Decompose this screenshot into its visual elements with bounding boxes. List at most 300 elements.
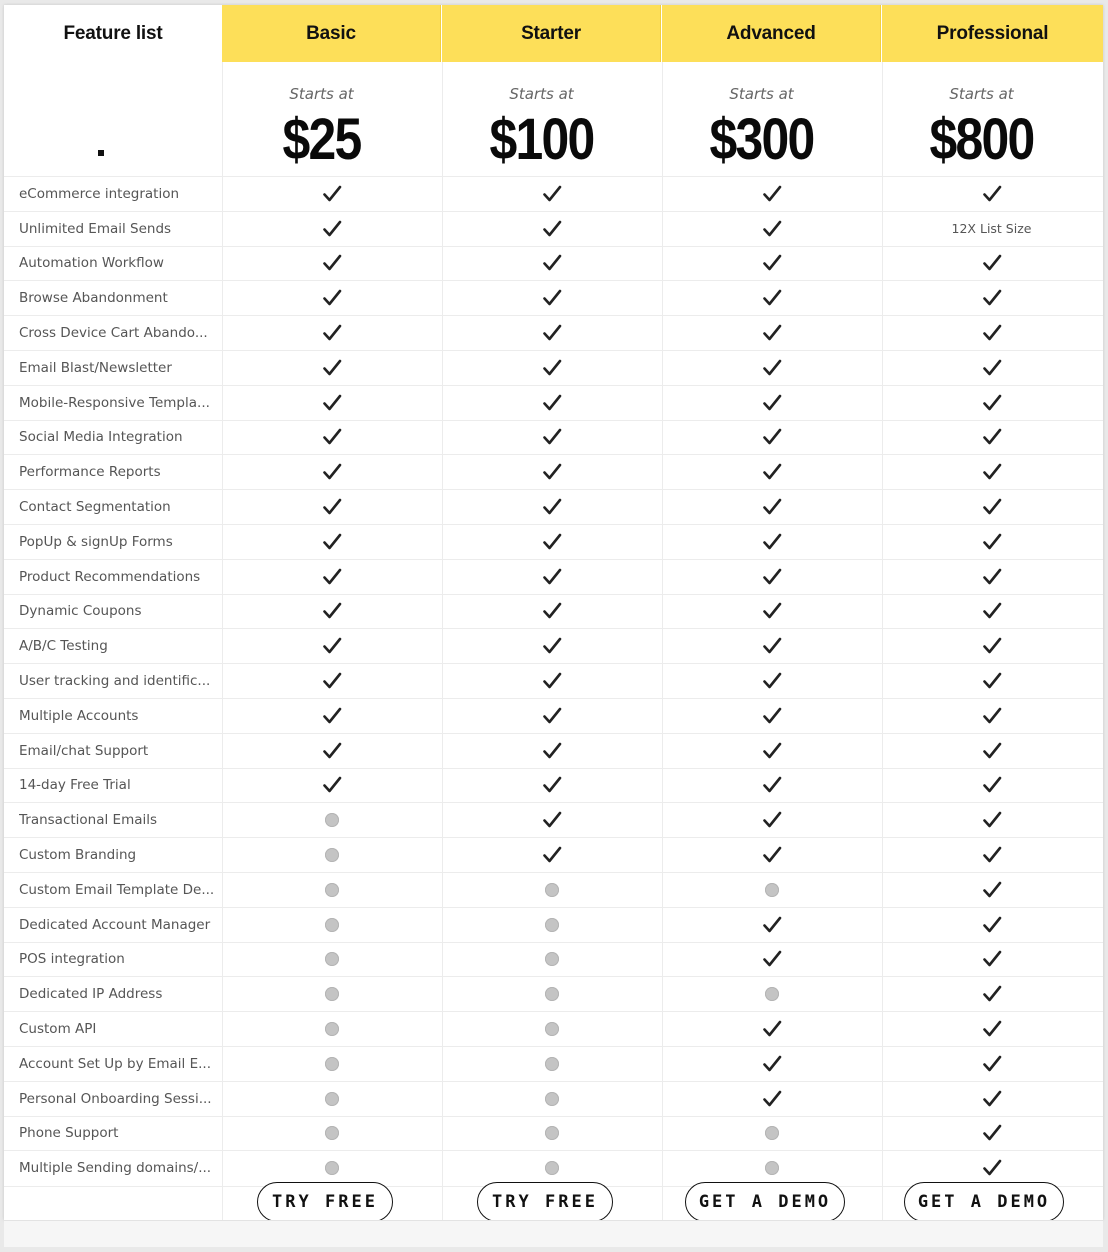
checkmark-icon <box>542 462 562 482</box>
checkmark-icon <box>542 497 562 517</box>
feature-cell-basic <box>222 803 441 837</box>
feature-cell-starter <box>442 734 661 768</box>
checkmark-icon <box>762 358 782 378</box>
feature-cell-starter <box>442 873 661 907</box>
checkmark-icon <box>542 567 562 587</box>
feature-cell-text: 12X List Size <box>951 221 1032 237</box>
gray-dot-icon <box>325 918 339 932</box>
checkmark-icon <box>762 532 782 552</box>
feature-cell-professional <box>882 1151 1101 1185</box>
feature-label: Transactional Emails <box>19 812 158 829</box>
feature-cell-professional <box>882 908 1101 942</box>
feature-cell-basic <box>222 734 441 768</box>
gray-dot-icon <box>545 1057 559 1071</box>
feature-cell-advanced <box>662 212 881 246</box>
gray-dot-icon <box>765 1126 779 1140</box>
try-free-button-basic[interactable]: TRY FREE <box>257 1182 393 1222</box>
feature-cell-basic <box>222 525 441 559</box>
feature-cell-basic <box>222 421 441 455</box>
feature-cell-starter <box>442 699 661 733</box>
price-cell-advanced <box>652 62 871 176</box>
feature-cell-advanced <box>662 1117 881 1151</box>
table-row <box>4 594 1103 629</box>
table-row <box>4 1116 1103 1151</box>
checkmark-icon <box>762 671 782 691</box>
gray-dot-icon <box>765 987 779 1001</box>
feature-cell-professional <box>882 1082 1101 1116</box>
checkmark-icon <box>322 567 342 587</box>
checkmark-icon <box>322 184 342 204</box>
feature-label: Custom Branding <box>19 847 137 864</box>
checkmark-icon <box>322 393 342 413</box>
feature-cell-advanced <box>662 281 881 315</box>
feature-cell-professional <box>882 421 1101 455</box>
gray-dot-icon <box>325 848 339 862</box>
gray-dot-icon <box>325 952 339 966</box>
checkmark-icon <box>762 949 782 969</box>
checkmark-icon <box>762 636 782 656</box>
checkmark-icon <box>982 845 1002 865</box>
checkmark-icon <box>762 845 782 865</box>
feature-cell-starter <box>442 490 661 524</box>
get-demo-button-advanced[interactable]: GET A DEMO <box>685 1182 845 1222</box>
checkmark-icon <box>542 393 562 413</box>
plan-header-basic: Basic <box>222 5 441 62</box>
checkmark-icon <box>322 219 342 239</box>
feature-cell-starter <box>442 247 661 281</box>
feature-label: Social Media Integration <box>19 429 183 446</box>
feature-cell-advanced <box>662 316 881 350</box>
feature-cell-professional <box>882 351 1101 385</box>
checkmark-icon <box>542 219 562 239</box>
table-row <box>4 350 1103 385</box>
checkmark-icon <box>322 427 342 447</box>
checkmark-icon <box>982 323 1002 343</box>
feature-cell-starter <box>442 560 661 594</box>
feature-cell-basic <box>222 560 441 594</box>
feature-cell-basic <box>222 316 441 350</box>
feature-label: PopUp & signUp Forms <box>19 533 173 550</box>
checkmark-icon <box>762 288 782 308</box>
feature-cell-advanced <box>662 177 881 211</box>
feature-cell-basic <box>222 595 441 629</box>
gray-dot-icon <box>325 1126 339 1140</box>
checkmark-icon <box>322 706 342 726</box>
feature-cell-professional <box>882 595 1101 629</box>
feature-cell-basic <box>222 177 441 211</box>
feature-cell-professional <box>882 873 1101 907</box>
checkmark-icon <box>982 358 1002 378</box>
feature-label: Custom API <box>19 1021 97 1038</box>
feature-cell-advanced <box>662 560 881 594</box>
feature-cell-professional <box>882 386 1101 420</box>
checkmark-icon <box>982 706 1002 726</box>
feature-cell-basic <box>222 908 441 942</box>
table-row <box>4 663 1103 698</box>
starts-at-label: Starts at <box>729 85 794 103</box>
checkmark-icon <box>762 323 782 343</box>
checkmark-icon <box>322 497 342 517</box>
feature-cell-starter <box>442 1082 661 1116</box>
feature-cell-advanced <box>662 734 881 768</box>
checkmark-icon <box>982 915 1002 935</box>
checkmark-icon <box>762 741 782 761</box>
gray-dot-icon <box>765 883 779 897</box>
checkmark-icon <box>982 532 1002 552</box>
feature-cell-basic <box>222 977 441 1011</box>
table-row <box>4 1046 1103 1081</box>
table-row <box>4 176 1103 211</box>
feature-cell-basic <box>222 1151 441 1185</box>
feature-cell-professional <box>882 943 1101 977</box>
feature-cell-professional <box>882 734 1101 768</box>
feature-cell-advanced <box>662 421 881 455</box>
checkmark-icon <box>542 810 562 830</box>
feature-cell-professional <box>882 699 1101 733</box>
feature-label: Automation Workflow <box>19 255 164 272</box>
checkmark-icon <box>982 393 1002 413</box>
checkmark-icon <box>542 288 562 308</box>
feature-cell-professional <box>882 1012 1101 1046</box>
feature-cell-advanced <box>662 977 881 1011</box>
checkmark-icon <box>762 567 782 587</box>
table-row <box>4 976 1103 1011</box>
pricing-table <box>4 5 1103 1220</box>
table-row <box>4 385 1103 420</box>
checkmark-icon <box>322 462 342 482</box>
feature-cell-starter <box>442 977 661 1011</box>
table-row <box>4 733 1103 768</box>
feature-cell-starter <box>442 1012 661 1046</box>
feature-label: Phone Support <box>19 1125 119 1142</box>
checkmark-icon <box>762 775 782 795</box>
price-cell-starter <box>432 62 651 176</box>
table-row <box>4 454 1103 489</box>
feature-cell-basic <box>222 351 441 385</box>
checkmark-icon <box>982 671 1002 691</box>
feature-label: Custom Email Template De... <box>19 881 215 898</box>
checkmark-icon <box>542 741 562 761</box>
get-demo-button-professional[interactable]: GET A DEMO <box>904 1182 1064 1222</box>
gray-dot-icon <box>545 883 559 897</box>
feature-cell-professional <box>882 769 1101 803</box>
feature-cell-advanced <box>662 943 881 977</box>
feature-cell-starter <box>442 177 661 211</box>
feature-cell-professional <box>882 455 1101 489</box>
gray-dot-icon <box>545 1092 559 1106</box>
checkmark-icon <box>322 741 342 761</box>
feature-label: Account Set Up by Email E... <box>19 1055 211 1072</box>
gray-dot-icon <box>325 883 339 897</box>
feature-cell-basic <box>222 873 441 907</box>
checkmark-icon <box>542 427 562 447</box>
feature-label: Personal Onboarding Sessi... <box>19 1090 212 1107</box>
feature-cell-advanced <box>662 247 881 281</box>
checkmark-icon <box>762 497 782 517</box>
feature-cell-advanced <box>662 629 881 663</box>
feature-cell-advanced <box>662 803 881 837</box>
feature-cell-starter <box>442 629 661 663</box>
feature-cell-professional <box>882 525 1101 559</box>
feature-cell-basic <box>222 1082 441 1116</box>
feature-cell-starter <box>442 316 661 350</box>
plan-header-starter: Starter <box>442 5 661 62</box>
checkmark-icon <box>762 219 782 239</box>
feature-cell-advanced <box>662 1012 881 1046</box>
feature-cell-professional <box>882 977 1101 1011</box>
checkmark-icon <box>762 462 782 482</box>
feature-list-heading: Feature list <box>4 5 222 62</box>
price-starter: $100 <box>489 107 594 172</box>
table-row <box>4 524 1103 559</box>
feature-cell-professional <box>882 664 1101 698</box>
table-row <box>4 1081 1103 1116</box>
feature-cell-professional <box>882 316 1101 350</box>
feature-cell-starter <box>442 664 661 698</box>
feature-label: Contact Segmentation <box>19 499 171 516</box>
checkmark-icon <box>542 184 562 204</box>
footer-strip <box>4 1220 1103 1247</box>
feature-cell-starter <box>442 908 661 942</box>
plan-header-professional: Professional <box>882 5 1103 62</box>
checkmark-icon <box>762 393 782 413</box>
checkmark-icon <box>542 636 562 656</box>
feature-cell-starter <box>442 943 661 977</box>
decorative-dot <box>98 150 104 156</box>
feature-cell-advanced <box>662 769 881 803</box>
feature-label: Email/chat Support <box>19 742 149 759</box>
feature-cell-starter <box>442 803 661 837</box>
checkmark-icon <box>982 949 1002 969</box>
feature-cell-advanced <box>662 351 881 385</box>
feature-cell-advanced <box>662 908 881 942</box>
feature-cell-basic <box>222 247 441 281</box>
feature-cell-professional <box>882 177 1101 211</box>
checkmark-icon <box>322 601 342 621</box>
feature-cell-advanced <box>662 1047 881 1081</box>
checkmark-icon <box>322 288 342 308</box>
checkmark-icon <box>982 1089 1002 1109</box>
gray-dot-icon <box>545 952 559 966</box>
feature-label: Unlimited Email Sends <box>19 220 172 237</box>
feature-cell-professional <box>882 1117 1101 1151</box>
feature-label: Mobile-Responsive Templa... <box>19 394 210 411</box>
checkmark-icon <box>762 1019 782 1039</box>
feature-cell-basic <box>222 281 441 315</box>
gray-dot-icon <box>545 918 559 932</box>
table-row <box>4 489 1103 524</box>
checkmark-icon <box>982 288 1002 308</box>
feature-cell-advanced <box>662 664 881 698</box>
table-row <box>4 942 1103 977</box>
feature-label: Dedicated Account Manager <box>19 916 211 933</box>
checkmark-icon <box>982 880 1002 900</box>
feature-cell-basic <box>222 629 441 663</box>
checkmark-icon <box>982 184 1002 204</box>
table-row <box>4 698 1103 733</box>
checkmark-icon <box>982 1123 1002 1143</box>
feature-label: Dedicated IP Address <box>19 986 163 1003</box>
checkmark-icon <box>542 706 562 726</box>
checkmark-icon <box>982 253 1002 273</box>
feature-cell-professional <box>882 560 1101 594</box>
feature-cell-basic <box>222 1117 441 1151</box>
checkmark-icon <box>322 253 342 273</box>
table-row <box>4 315 1103 350</box>
feature-cell-professional <box>882 490 1101 524</box>
starts-at-label: Starts at <box>509 85 574 103</box>
table-row <box>4 559 1103 594</box>
feature-label: eCommerce integration <box>19 185 180 202</box>
feature-cell-basic <box>222 664 441 698</box>
checkmark-icon <box>762 706 782 726</box>
checkmark-icon <box>982 636 1002 656</box>
checkmark-icon <box>542 845 562 865</box>
feature-cell-basic <box>222 769 441 803</box>
checkmark-icon <box>762 253 782 273</box>
checkmark-icon <box>542 601 562 621</box>
feature-cell-basic <box>222 699 441 733</box>
feature-cell-starter <box>442 1151 661 1185</box>
checkmark-icon <box>982 1019 1002 1039</box>
feature-cell-professional <box>882 281 1101 315</box>
feature-cell-basic <box>222 1047 441 1081</box>
gray-dot-icon <box>325 1022 339 1036</box>
feature-cell-starter <box>442 769 661 803</box>
checkmark-icon <box>542 671 562 691</box>
feature-cell-professional <box>882 247 1101 281</box>
gray-dot-icon <box>325 987 339 1001</box>
checkmark-icon <box>982 497 1002 517</box>
gray-dot-icon <box>545 987 559 1001</box>
checkmark-icon <box>982 462 1002 482</box>
checkmark-icon <box>982 601 1002 621</box>
feature-cell-starter <box>442 1047 661 1081</box>
feature-cell-basic <box>222 212 441 246</box>
feature-label: Email Blast/Newsletter <box>19 359 172 376</box>
checkmark-icon <box>762 1089 782 1109</box>
checkmark-icon <box>762 601 782 621</box>
feature-cell-professional <box>882 629 1101 663</box>
feature-cell-professional <box>882 1047 1101 1081</box>
feature-label: Product Recommendations <box>19 568 201 585</box>
table-row <box>4 246 1103 281</box>
feature-label: Multiple Sending domains/... <box>19 1160 212 1177</box>
checkmark-icon <box>542 532 562 552</box>
gray-dot-icon <box>545 1126 559 1140</box>
table-row <box>4 1150 1103 1185</box>
checkmark-icon <box>542 253 562 273</box>
price-cell-basic <box>212 62 431 176</box>
feature-label: Cross Device Cart Abando... <box>19 325 208 342</box>
feature-cell-advanced <box>662 386 881 420</box>
checkmark-icon <box>322 358 342 378</box>
feature-cell-starter <box>442 421 661 455</box>
checkmark-icon <box>982 984 1002 1004</box>
checkmark-icon <box>762 915 782 935</box>
feature-cell-advanced <box>662 699 881 733</box>
checkmark-icon <box>762 1054 782 1074</box>
feature-label: Dynamic Coupons <box>19 603 142 620</box>
checkmark-icon <box>762 810 782 830</box>
starts-at-label: Starts at <box>289 85 354 103</box>
feature-label: A/B/C Testing <box>19 638 108 655</box>
feature-cell-professional <box>882 212 1101 246</box>
table-row <box>4 837 1103 872</box>
checkmark-icon <box>322 775 342 795</box>
feature-cell-advanced <box>662 838 881 872</box>
feature-cell-advanced <box>662 1151 881 1185</box>
checkmark-icon <box>322 636 342 656</box>
gray-dot-icon <box>545 1022 559 1036</box>
feature-cell-basic <box>222 943 441 977</box>
feature-cell-advanced <box>662 525 881 559</box>
gray-dot-icon <box>325 1161 339 1175</box>
feature-cell-advanced <box>662 595 881 629</box>
checkmark-icon <box>982 1054 1002 1074</box>
feature-cell-professional <box>882 838 1101 872</box>
feature-cell-basic <box>222 455 441 489</box>
checkmark-icon <box>982 775 1002 795</box>
table-row <box>4 872 1103 907</box>
feature-cell-advanced <box>662 455 881 489</box>
feature-cell-starter <box>442 1117 661 1151</box>
table-row <box>4 768 1103 803</box>
price-advanced: $300 <box>709 107 814 172</box>
feature-cell-basic <box>222 490 441 524</box>
checkmark-icon <box>762 184 782 204</box>
plan-header-advanced: Advanced <box>662 5 881 62</box>
checkmark-icon <box>542 323 562 343</box>
checkmark-icon <box>982 810 1002 830</box>
checkmark-icon <box>982 427 1002 447</box>
table-row <box>4 211 1103 246</box>
checkmark-icon <box>982 567 1002 587</box>
feature-label: Browse Abandonment <box>19 290 168 307</box>
checkmark-icon <box>982 1158 1002 1178</box>
feature-label: POS integration <box>19 951 125 968</box>
table-row <box>4 280 1103 315</box>
price-basic: $25 <box>282 107 361 172</box>
feature-label: Performance Reports <box>19 464 161 481</box>
gray-dot-icon <box>325 1057 339 1071</box>
table-row <box>4 628 1103 663</box>
checkmark-icon <box>542 775 562 795</box>
table-row <box>4 907 1103 942</box>
checkmark-icon <box>542 358 562 378</box>
feature-cell-starter <box>442 351 661 385</box>
gray-dot-icon <box>765 1161 779 1175</box>
checkmark-icon <box>762 427 782 447</box>
feature-cell-starter <box>442 525 661 559</box>
try-free-button-starter[interactable]: TRY FREE <box>477 1182 613 1222</box>
checkmark-icon <box>322 323 342 343</box>
feature-cell-basic <box>222 386 441 420</box>
feature-cell-starter <box>442 838 661 872</box>
table-row <box>4 420 1103 455</box>
feature-cell-advanced <box>662 1082 881 1116</box>
feature-cell-advanced <box>662 873 881 907</box>
starts-at-label: Starts at <box>949 85 1014 103</box>
feature-cell-professional <box>882 803 1101 837</box>
checkmark-icon <box>322 671 342 691</box>
gray-dot-icon <box>325 1092 339 1106</box>
table-row <box>4 1011 1103 1046</box>
cta-row <box>4 1186 1103 1220</box>
feature-cell-basic <box>222 1012 441 1046</box>
feature-cell-advanced <box>662 490 881 524</box>
feature-label: Multiple Accounts <box>19 707 139 724</box>
